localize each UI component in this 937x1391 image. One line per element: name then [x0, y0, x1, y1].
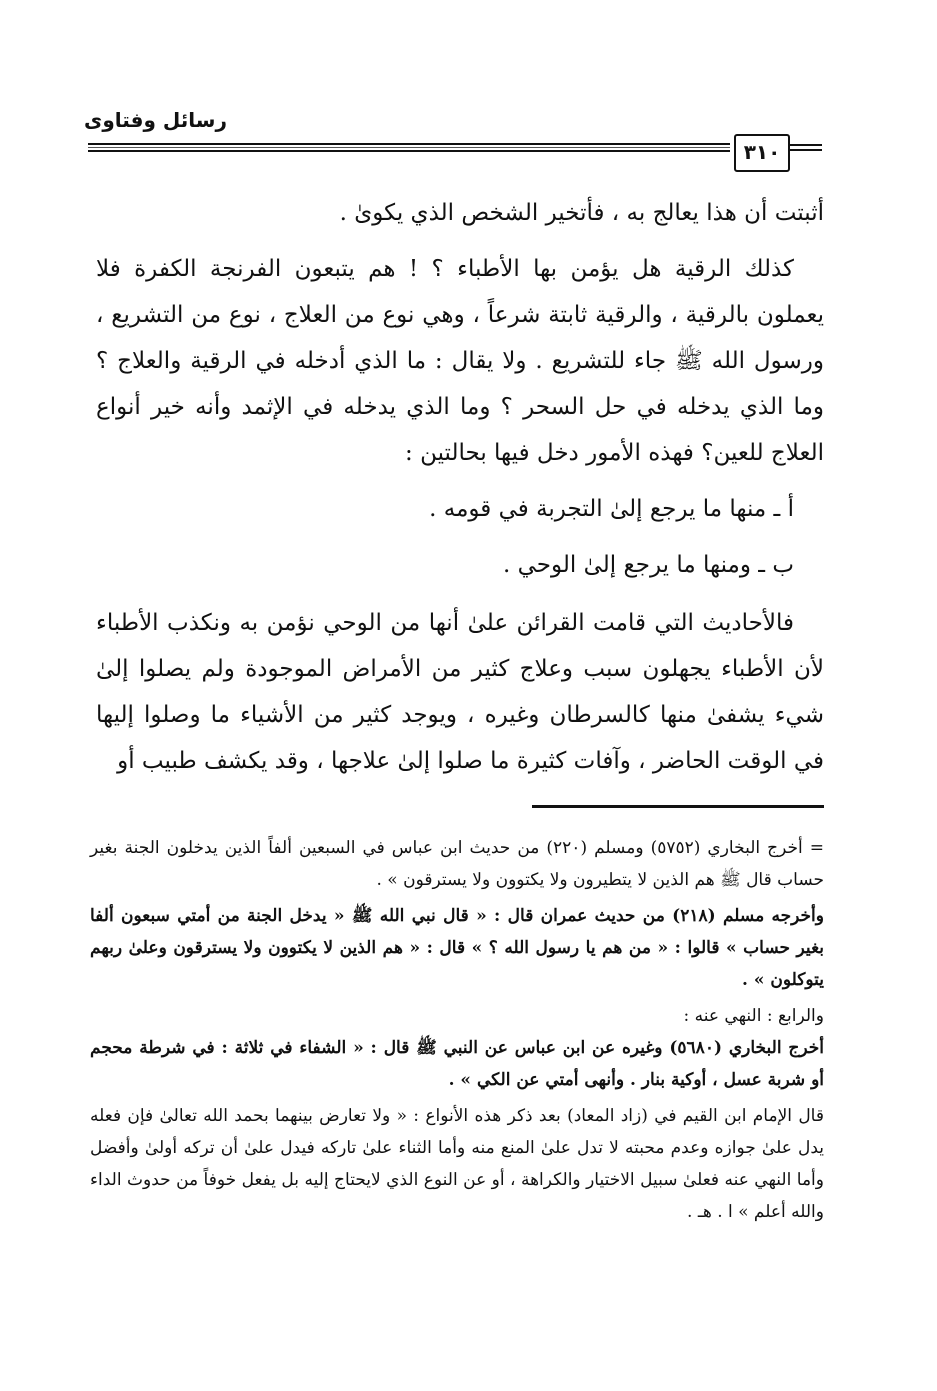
paragraph: كذلك الرقية هل يؤمن بها الأطباء ؟ ! هم يتبعون الفرنجة الكفرة فلا يعملون بالرقية ، والرقية ثابتة شرعاً ، وهي نوع من العلاج ، نوع من التشريع ، ورسول الله ﷺ جاء للتشريع . ولا يقال : ما الذي أدخله في الرقية والعلاج ؟ وما الذي يدخله في حل السحر ؟ وما الذي يدخله في الإثمد وأنه خير أنواع العلاج للعين؟ فهذه الأمور دخل فيها بحالتين : [96, 256, 824, 466]
footnote-text: والرابع : النهي عنه : [683, 1006, 824, 1026]
footnotes [90, 832, 824, 1228]
footnote-text: قال الإمام ابن القيم في (زاد المعاد) بعد ذكر هذه الأنواع : « ولا تعارض بينهما بحمد الله تعالىٰ فإن فعله يدل علىٰ جوازه وعدم محبته لا تدل علىٰ المنع منه وأما الثناء علىٰ تاركه فيدل علىٰ أن تركه أولىٰ وأفضل وأما النهي عنه فعلىٰ سبيل الاختيار والكراهة ، أو عن النوع الذي لايحتاج إليه بل يفعل خوفاً من حدوث الداء والله أعلم » ا . هـ . [90, 1106, 824, 1222]
list-item-a: أ ـ منها ما يرجع إلىٰ التجربة في قومه . [429, 496, 794, 522]
list-item-b: ب ـ ومنها ما يرجع إلىٰ الوحي . [503, 552, 794, 578]
footnote-separator [532, 805, 824, 808]
rule-line [790, 149, 822, 151]
rule-line [790, 144, 822, 146]
footnote-text: وأخرجه مسلم (٢١٨) من حديث عمران قال : « قال نبي الله ﷺ « يدخل الجنة من أمتي سبعون ألفا بغير حساب » قالوا : « من هم يا رسول الله ؟ » قال : « هم الذين لا يكتوون ولا يسترقون وعلىٰ ربهم يتوكلون » . [90, 906, 824, 990]
page-number: ٣١٠ [734, 134, 790, 172]
paragraph: أثبتت أن هذا يعالج به ، فأتخير الشخص الذي يكوىٰ . [339, 200, 824, 226]
footnote-text: أخرج البخاري (٥٦٨٠) وغيره عن ابن عباس عن النبي ﷺ قال : « الشفاء في ثلاثة : في شرطة محجم أو شربة عسل ، أوكية بنار . وأنهى أمتي عن الكي » . [90, 1038, 825, 1090]
header-rule [88, 142, 730, 154]
paragraph: فالأحاديث التي قامت القرائن علىٰ أنها من الوحي نؤمن به ونكذب الأطباء لأن الأطباء يجهلون سبب وعلاج كثير من الأمراض الموجودة ولم يصلوا إلىٰ شيء يشفىٰ منها كالسرطان وغيره ، ويوجد كثير من الأشياء ما وصلوا إليها في الوقت الحاضر ، وآفات كثيرة ما صلوا إلىٰ علاجها ، وقد يكشف طبيب أو [96, 610, 824, 774]
running-title: رسائل وفتاوى [84, 108, 227, 132]
footnote-text: = أخرج البخاري (٥٧٥٢) ومسلم (٢٢٠) من حديث ابن عباس في السبعين ألفاً الذين يدخلون الجنة بغير حساب قال ﷺ هم الذين لا يتطيرون ولا يكتوون ولا يسترقون » . [90, 838, 824, 890]
main-text [96, 190, 824, 784]
rule-line [88, 150, 730, 152]
header-ornament [790, 144, 822, 154]
rule-line [88, 143, 730, 145]
rule-line [88, 147, 730, 148]
